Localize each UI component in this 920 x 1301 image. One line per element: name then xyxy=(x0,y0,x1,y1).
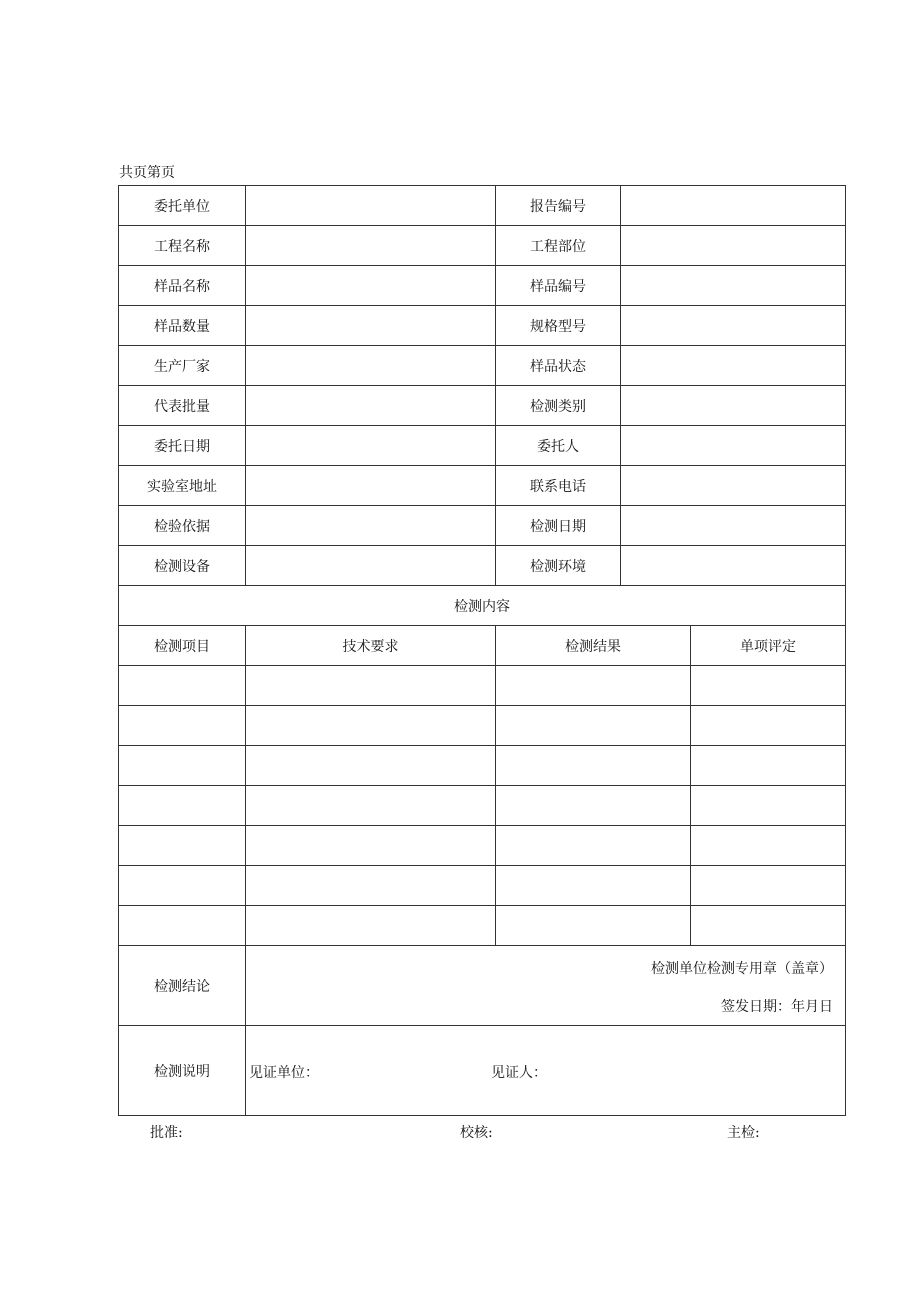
field-value[interactable] xyxy=(246,186,496,226)
field-value[interactable] xyxy=(621,506,846,546)
field-label: 委托人 xyxy=(496,426,621,466)
info-row xyxy=(119,426,846,466)
field-label: 工程部位 xyxy=(496,226,621,266)
rating-cell[interactable] xyxy=(691,706,846,746)
result-cell[interactable] xyxy=(496,666,691,706)
content-row xyxy=(119,906,846,946)
result-cell[interactable] xyxy=(496,826,691,866)
info-row xyxy=(119,386,846,426)
content-row xyxy=(119,866,846,906)
rating-cell[interactable] xyxy=(691,866,846,906)
conclusion-row xyxy=(119,946,846,1026)
info-row xyxy=(119,266,846,306)
field-label: 样品编号 xyxy=(496,266,621,306)
field-label: 检验依据 xyxy=(119,506,246,546)
info-row xyxy=(119,306,846,346)
notes-box xyxy=(246,1026,845,1115)
column-header-result: 检测结果 xyxy=(496,626,691,666)
field-value[interactable] xyxy=(246,306,496,346)
field-value[interactable] xyxy=(621,546,846,586)
conclusion-cell[interactable] xyxy=(246,946,846,1026)
content-row xyxy=(119,706,846,746)
content-row xyxy=(119,786,846,826)
item-cell[interactable] xyxy=(119,906,246,946)
issue-date: 签发日期：年月日 xyxy=(721,999,833,1015)
item-cell[interactable] xyxy=(119,826,246,866)
info-row xyxy=(119,186,846,226)
content-row xyxy=(119,746,846,786)
field-label: 样品数量 xyxy=(119,306,246,346)
result-cell[interactable] xyxy=(496,906,691,946)
result-cell[interactable] xyxy=(496,706,691,746)
field-value[interactable] xyxy=(621,266,846,306)
approve-signature-label: 批准: xyxy=(150,1125,183,1141)
item-cell[interactable] xyxy=(119,666,246,706)
column-header-item: 检测项目 xyxy=(119,626,246,666)
field-label: 委托单位 xyxy=(119,186,246,226)
field-value[interactable] xyxy=(621,226,846,266)
conclusion-label: 检测结论 xyxy=(119,946,246,1026)
item-cell[interactable] xyxy=(119,706,246,746)
content-section-title: 检测内容 xyxy=(119,586,846,626)
column-header-requirement: 技术要求 xyxy=(246,626,496,666)
notes-row xyxy=(119,1026,846,1116)
rating-cell[interactable] xyxy=(691,746,846,786)
field-label: 检测日期 xyxy=(496,506,621,546)
field-label: 规格型号 xyxy=(496,306,621,346)
field-label: 委托日期 xyxy=(119,426,246,466)
field-label: 代表批量 xyxy=(119,386,246,426)
content-section-header-row xyxy=(119,586,846,626)
notes-cell[interactable] xyxy=(246,1026,846,1116)
item-cell[interactable] xyxy=(119,746,246,786)
requirement-cell[interactable] xyxy=(246,906,496,946)
field-label: 检测设备 xyxy=(119,546,246,586)
field-value[interactable] xyxy=(246,346,496,386)
field-label: 联系电话 xyxy=(496,466,621,506)
field-value[interactable] xyxy=(621,346,846,386)
witness-person-label: 见证人： xyxy=(491,1065,547,1081)
inspect-signature-label: 主检: xyxy=(727,1125,760,1141)
field-value[interactable] xyxy=(246,226,496,266)
requirement-cell[interactable] xyxy=(246,706,496,746)
rating-cell[interactable] xyxy=(691,786,846,826)
field-value[interactable] xyxy=(621,306,846,346)
field-value[interactable] xyxy=(246,546,496,586)
field-value[interactable] xyxy=(246,386,496,426)
witness-unit-label: 见证单位： xyxy=(249,1065,319,1081)
info-row xyxy=(119,226,846,266)
column-header-rating: 单项评定 xyxy=(691,626,846,666)
field-value[interactable] xyxy=(621,426,846,466)
field-value[interactable] xyxy=(621,466,846,506)
content-row xyxy=(119,666,846,706)
page-count: 共页第页 xyxy=(119,165,175,181)
field-label: 样品状态 xyxy=(496,346,621,386)
field-label: 检测环境 xyxy=(496,546,621,586)
rating-cell[interactable] xyxy=(691,826,846,866)
info-row xyxy=(119,346,846,386)
field-label: 样品名称 xyxy=(119,266,246,306)
field-value[interactable] xyxy=(621,186,846,226)
field-label: 生产厂家 xyxy=(119,346,246,386)
content-row xyxy=(119,826,846,866)
field-value[interactable] xyxy=(246,426,496,466)
requirement-cell[interactable] xyxy=(246,786,496,826)
requirement-cell[interactable] xyxy=(246,866,496,906)
field-label: 报告编号 xyxy=(496,186,621,226)
item-cell[interactable] xyxy=(119,866,246,906)
review-signature-label: 校核: xyxy=(460,1125,493,1141)
field-value[interactable] xyxy=(246,506,496,546)
field-value[interactable] xyxy=(246,466,496,506)
notes-label: 检测说明 xyxy=(119,1026,246,1116)
inspection-report-table xyxy=(118,185,846,1116)
rating-cell[interactable] xyxy=(691,906,846,946)
result-cell[interactable] xyxy=(496,746,691,786)
field-label: 检测类别 xyxy=(496,386,621,426)
requirement-cell[interactable] xyxy=(246,746,496,786)
requirement-cell[interactable] xyxy=(246,666,496,706)
content-column-header-row xyxy=(119,626,846,666)
requirement-cell[interactable] xyxy=(246,826,496,866)
field-label: 实验室地址 xyxy=(119,466,246,506)
rating-cell[interactable] xyxy=(691,666,846,706)
field-value[interactable] xyxy=(246,266,496,306)
item-cell[interactable] xyxy=(119,786,246,826)
result-cell[interactable] xyxy=(496,866,691,906)
info-row xyxy=(119,466,846,506)
field-label: 工程名称 xyxy=(119,226,246,266)
field-value[interactable] xyxy=(621,386,846,426)
result-cell[interactable] xyxy=(496,786,691,826)
info-row xyxy=(119,506,846,546)
info-row xyxy=(119,546,846,586)
seal-text: 检测单位检测专用章（盖章） xyxy=(651,961,833,977)
conclusion-box xyxy=(246,946,845,1025)
